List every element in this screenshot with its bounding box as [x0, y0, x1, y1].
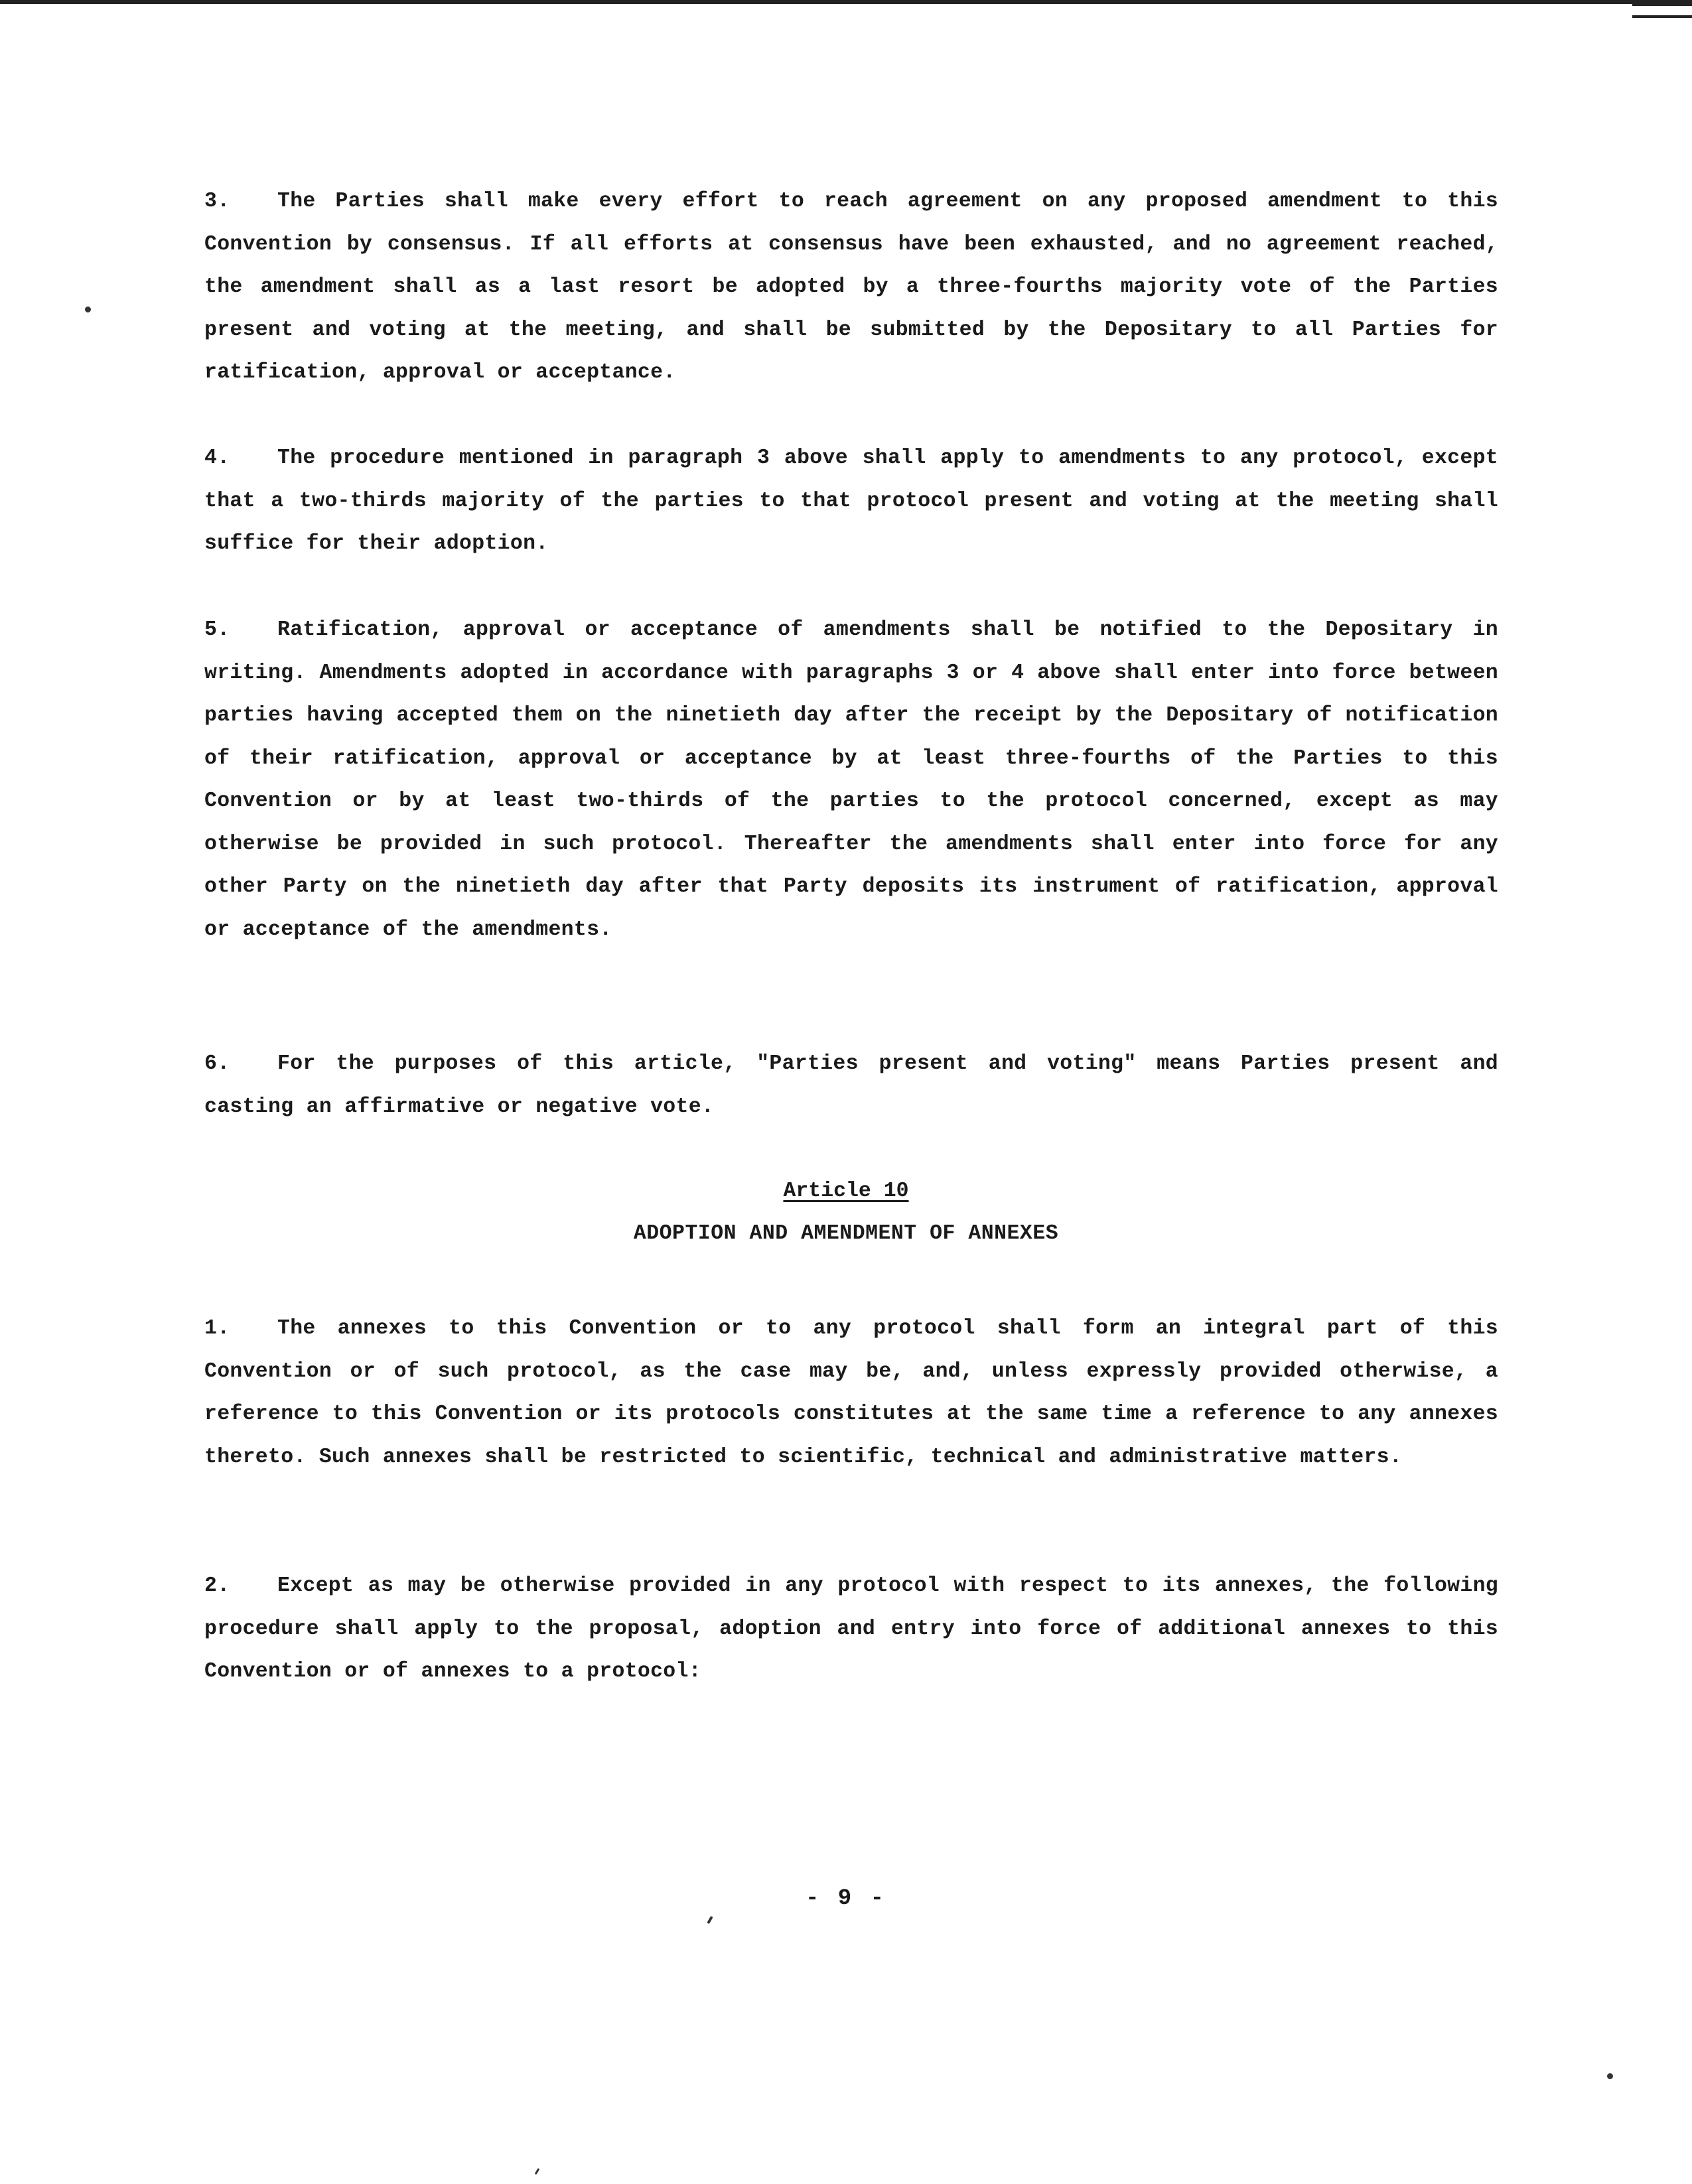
scan-speck	[707, 1916, 713, 1924]
paragraph-text: The annexes to this Convention or to any protocol shall form an integral part of this Convention or of such protocol, as the case may be, and, unless expressly provided otherwise, a reference to this Convention or its protocols constitutes at the same time a reference to any annexes thereto. Such annexes shall be restricted to scientific, technical and administrative matters.	[204, 1317, 1498, 1469]
article-paragraph-1	[204, 1308, 1498, 1479]
scan-speck	[85, 307, 91, 312]
scan-speck	[535, 2168, 540, 2175]
paragraph-text: Except as may be otherwise provided in any protocol with respect to its annexes, the following procedure shall apply to the proposal, adoption and entry into force of additional annexes to this Convention or of annexes to a protocol:	[204, 1574, 1498, 1683]
paragraph-text: The Parties shall make every effort to reach agreement on any proposed amendment to this Convention by consensus. If all efforts at consensus have been exhausted, and no agreement reached, the amendment shall as a last resort be adopted by a three-fourths majority vote of the Parties present and voting at the meeting, and shall be submitted by the Depositary to all Parties for ratification, approval or acceptance.	[204, 190, 1498, 384]
corner-scan-mark	[1632, 3, 1692, 18]
paragraph-6	[204, 1043, 1498, 1128]
page-top-edge	[0, 0, 1692, 4]
paragraph-text: Ratification, approval or acceptance of amendments shall be notified to the Depositary in writing. Amendments adopted in accordance with paragraphs 3 or 4 above shall enter into force between parties having accepted them on the ninetieth day after the receipt by the Depositary of notification of their ratification, approval or acceptance by at least three-fourths of the Parties to this Convention or by at least two-thirds of the parties to the protocol concerned, except as may otherwise be provided in such protocol. Thereafter the amendments shall enter into force for any other Party on the ninetieth day after that Party deposits its instrument of ratification, approval or acceptance of the amendments.	[204, 618, 1498, 941]
paragraph-number: 6.	[204, 1052, 230, 1075]
page-number: - 9 -	[805, 1886, 887, 1911]
paragraph-number: 4.	[204, 446, 230, 470]
article-paragraph-2	[204, 1565, 1498, 1694]
scan-speck	[1607, 2073, 1613, 2079]
article-subtitle: ADOPTION AND AMENDMENT OF ANNEXES	[633, 1222, 1059, 1245]
paragraph-text: For the purposes of this article, "Parties present and voting" means Parties present and casting an affirmative or negative vote.	[204, 1052, 1498, 1119]
paragraph-number: 3.	[204, 190, 230, 213]
paragraph-number: 1.	[204, 1317, 230, 1340]
paragraph-number: 2.	[204, 1574, 230, 1598]
article-title: Article 10	[783, 1180, 909, 1203]
paragraph-text: The procedure mentioned in paragraph 3 above shall apply to amendments to any protocol, except that a two-thirds majority of the parties to that protocol present and voting at the meeting shall suffice for their adoption.	[204, 446, 1498, 555]
paragraph-3	[204, 180, 1498, 395]
paragraph-4	[204, 437, 1498, 566]
paragraph-5	[204, 609, 1498, 951]
paragraph-number: 5.	[204, 618, 230, 642]
